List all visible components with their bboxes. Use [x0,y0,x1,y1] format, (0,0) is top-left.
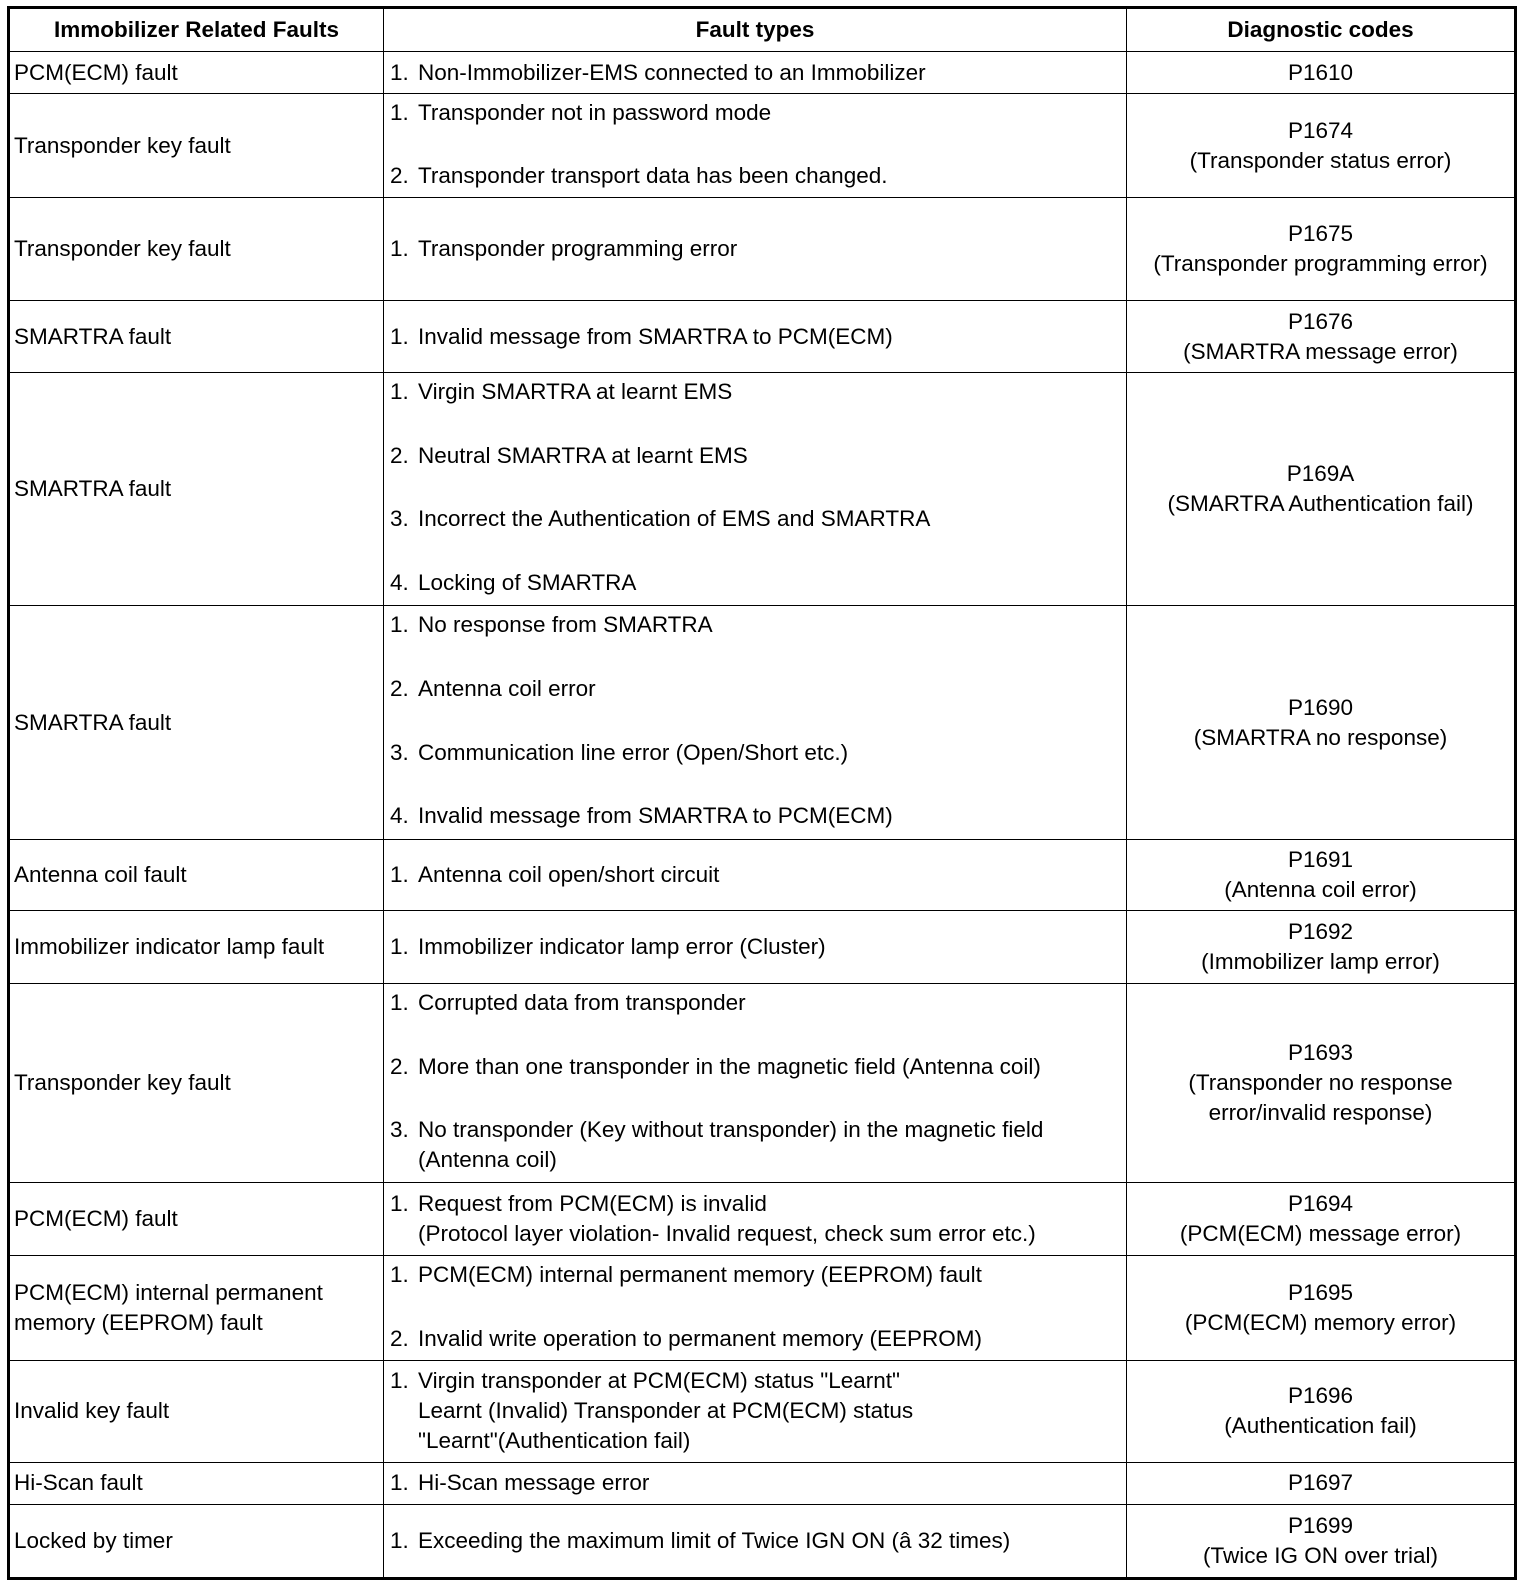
diagnostic-code-cell [1127,839,1516,911]
fault-types-cell [384,1505,1127,1579]
diagnostic-code: P1699 [1287,1513,1354,1539]
fault-type-number: 1. [390,323,409,349]
fault-category-cell: SMARTRA fault [9,301,384,373]
table-row [9,606,1516,839]
fault-type-item [390,738,1120,768]
fault-type-number: 1. [390,612,409,638]
fault-type-text: Neutral SMARTRA at learnt EMS [418,442,748,468]
diagnostic-code-description: (Transponder programming error) [1153,251,1488,277]
diagnostic-code-description: (Antenna coil error) [1224,877,1417,903]
diagnostic-code-description: (SMARTRA message error) [1183,338,1458,364]
fault-types-cell [384,984,1127,1183]
fault-category-cell: Invalid key fault [9,1360,384,1462]
diagnostic-code-description: (Authentication fail) [1224,1413,1417,1439]
fault-category-cell: Locked by timer [9,1505,384,1579]
fault-type-number: 3. [390,1117,409,1143]
table-row [9,1255,1516,1360]
fault-type-text: More than one transponder in the magnetic field (Antenna coil) [418,1053,1041,1079]
fault-type-text: Transponder programming error [418,236,738,262]
diagnostic-code-cell [1127,606,1516,839]
fault-type-number: 1. [390,1528,409,1554]
fault-type-item [390,1468,1120,1498]
diagnostic-code-description: (Immobilizer lamp error) [1201,949,1440,975]
fault-type-item [390,801,1120,831]
diagnostic-code: P1674 [1287,117,1354,143]
diagnostic-code-description: (Twice IG ON over trial) [1202,1543,1439,1569]
fault-type-item [390,441,1120,471]
immobilizer-faults-table [7,6,1517,1580]
diagnostic-code: P1697 [1287,1470,1354,1496]
fault-type-text: Locking of SMARTRA [418,570,637,596]
fault-type-item [390,234,1120,264]
fault-type-number: 2. [390,442,409,468]
fault-type-text: Non-Immobilizer-EMS connected to an Immobilizer [418,59,926,85]
fault-type-item [390,1115,1120,1175]
fault-type-number: 1. [390,934,409,960]
table-row [9,52,1516,94]
fault-type-number: 1. [390,59,409,85]
header-row [9,8,1516,52]
fault-type-number: 3. [390,506,409,532]
fault-type-item [390,860,1120,890]
fault-type-item [390,1366,1120,1456]
fault-type-item [390,988,1120,1018]
fault-type-number: 4. [390,570,409,596]
fault-types-cell [384,301,1127,373]
diagnostic-code-cell [1127,911,1516,984]
fault-types-cell [384,198,1127,301]
fault-type-number: 1. [390,236,409,262]
diagnostic-code-cell [1127,1505,1516,1579]
fault-type-text: No response from SMARTRA [418,612,713,638]
fault-category-cell: PCM(ECM) fault [9,1183,384,1256]
fault-type-text: Antenna coil error [418,676,596,702]
fault-category-cell: PCM(ECM) internal permanent memory (EEPROM) fault [9,1255,384,1360]
table-row [9,911,1516,984]
fault-type-number: 3. [390,739,409,765]
diagnostic-code-description: (PCM(ECM) message error) [1179,1220,1462,1246]
diagnostic-code-description: (Transponder no response error/invalid response) [1188,1070,1453,1126]
diagnostic-code: P1693 [1287,1040,1354,1066]
fault-type-text: Invalid message from SMARTRA to PCM(ECM) [418,323,893,349]
fault-type-item [390,1324,1120,1354]
fault-type-item [390,932,1120,962]
fault-type-item [390,161,1120,191]
fault-type-number: 1. [390,1470,409,1496]
fault-type-text: No transponder (Key without transponder) in the magnetic field (Antenna coil) [418,1117,1044,1173]
diagnostic-code-cell [1127,198,1516,301]
fault-type-number: 1. [390,862,409,888]
fault-type-number: 2. [390,163,409,189]
fault-type-number: 2. [390,1325,409,1351]
table-row [9,1462,1516,1504]
fault-type-text: Corrupted data from transponder [418,990,746,1016]
diagnostic-code-description: (Transponder status error) [1189,147,1452,173]
diagnostic-code: P1691 [1287,847,1354,873]
diagnostic-code-cell [1127,1462,1516,1504]
table-row [9,1183,1516,1256]
fault-type-item [390,1526,1120,1556]
fault-type-text: PCM(ECM) internal permanent memory (EEPROM) fault [418,1261,982,1287]
diagnostic-code-cell [1127,52,1516,94]
fault-types-cell [384,1360,1127,1462]
fault-type-item [390,322,1120,352]
fault-type-text: Incorrect the Authentication of EMS and SMARTRA [418,506,931,532]
fault-type-item [390,504,1120,534]
table-row [9,839,1516,911]
fault-category-cell: Antenna coil fault [9,839,384,911]
diagnostic-code-cell [1127,1255,1516,1360]
fault-category-cell: SMARTRA fault [9,373,384,606]
fault-type-item [390,568,1120,598]
fault-category-cell: Transponder key fault [9,94,384,198]
fault-types-cell [384,839,1127,911]
fault-type-text: Hi-Scan message error [418,1470,650,1496]
diagnostic-code: P1675 [1287,221,1354,247]
diagnostic-code: P1696 [1287,1383,1354,1409]
fault-type-text: Exceeding the maximum limit of Twice IGN ON (â 32 times) [418,1528,1011,1554]
table-row [9,301,1516,373]
header-diagnostic-codes: Diagnostic codes [1127,8,1516,52]
diagnostic-code-description: (SMARTRA Authentication fail) [1167,491,1474,517]
fault-type-number: 1. [390,990,409,1016]
fault-type-number: 4. [390,803,409,829]
fault-types-cell [384,373,1127,606]
header-immobilizer-related-faults: Immobilizer Related Faults [9,8,384,52]
fault-type-item [390,58,1120,88]
diagnostic-code: P1690 [1287,694,1354,720]
diagnostic-code-description: (SMARTRA no response) [1193,724,1448,750]
fault-category-cell: Hi-Scan fault [9,1462,384,1504]
fault-type-number: 1. [390,1190,409,1216]
fault-type-item [390,1189,1120,1249]
fault-types-cell [384,1255,1127,1360]
fault-type-item [390,674,1120,704]
diagnostic-code-cell [1127,94,1516,198]
fault-type-item [390,1052,1120,1082]
fault-type-number: 1. [390,1261,409,1287]
fault-category-cell: Transponder key fault [9,984,384,1183]
fault-type-text: Transponder not in password mode [418,100,772,126]
fault-types-cell [384,606,1127,839]
table-row [9,984,1516,1183]
fault-category-cell: Immobilizer indicator lamp fault [9,911,384,984]
table-row [9,373,1516,606]
diagnostic-code-cell [1127,301,1516,373]
table-row [9,198,1516,301]
fault-type-text: Communication line error (Open/Short etc.) [418,739,849,765]
fault-type-text: Transponder transport data has been changed. [418,163,888,189]
fault-type-number: 2. [390,676,409,702]
fault-type-number: 1. [390,1368,409,1394]
fault-types-cell [384,1183,1127,1256]
diagnostic-code: P1692 [1287,919,1354,945]
fault-type-number: 1. [390,100,409,126]
fault-type-text: Virgin transponder at PCM(ECM) status "Learnt" Learnt (Invalid) Transponder at PCM(ECM) status "Learnt"(Authentication fail) [418,1368,914,1454]
fault-types-cell [384,1462,1127,1504]
fault-type-item [390,377,1120,407]
fault-types-cell [384,52,1127,94]
table-row [9,94,1516,198]
table-body [9,52,1516,1579]
fault-type-item [390,1260,1120,1290]
diagnostic-code: P1676 [1287,308,1354,334]
fault-type-text: Invalid message from SMARTRA to PCM(ECM) [418,803,893,829]
table-row [9,1505,1516,1579]
fault-category-cell: Transponder key fault [9,198,384,301]
fault-type-text: Immobilizer indicator lamp error (Cluster) [418,934,826,960]
fault-type-item [390,610,1120,640]
fault-type-text: Virgin SMARTRA at learnt EMS [418,379,733,405]
diagnostic-code-cell [1127,373,1516,606]
diagnostic-code: P169A [1286,461,1355,487]
diagnostic-code: P1694 [1287,1190,1354,1216]
fault-types-cell [384,94,1127,198]
fault-type-item [390,98,1120,128]
fault-types-cell [384,911,1127,984]
table-row [9,1360,1516,1462]
diagnostic-code-cell [1127,1183,1516,1256]
diagnostic-code-description: (PCM(ECM) memory error) [1184,1309,1457,1335]
fault-category-cell: SMARTRA fault [9,606,384,839]
fault-category-cell: PCM(ECM) fault [9,52,384,94]
diagnostic-code-cell [1127,984,1516,1183]
fault-type-number: 1. [390,379,409,405]
fault-type-text: Antenna coil open/short circuit [418,862,720,888]
fault-type-text: Request from PCM(ECM) is invalid (Protocol layer violation- Invalid request, check sum error etc.) [418,1190,1036,1246]
diagnostic-code: P1610 [1287,59,1354,85]
diagnostic-code-cell [1127,1360,1516,1462]
header-fault-types: Fault types [384,8,1127,52]
diagnostic-code: P1695 [1287,1279,1354,1305]
fault-type-text: Invalid write operation to permanent memory (EEPROM) [418,1325,982,1351]
fault-type-number: 2. [390,1053,409,1079]
